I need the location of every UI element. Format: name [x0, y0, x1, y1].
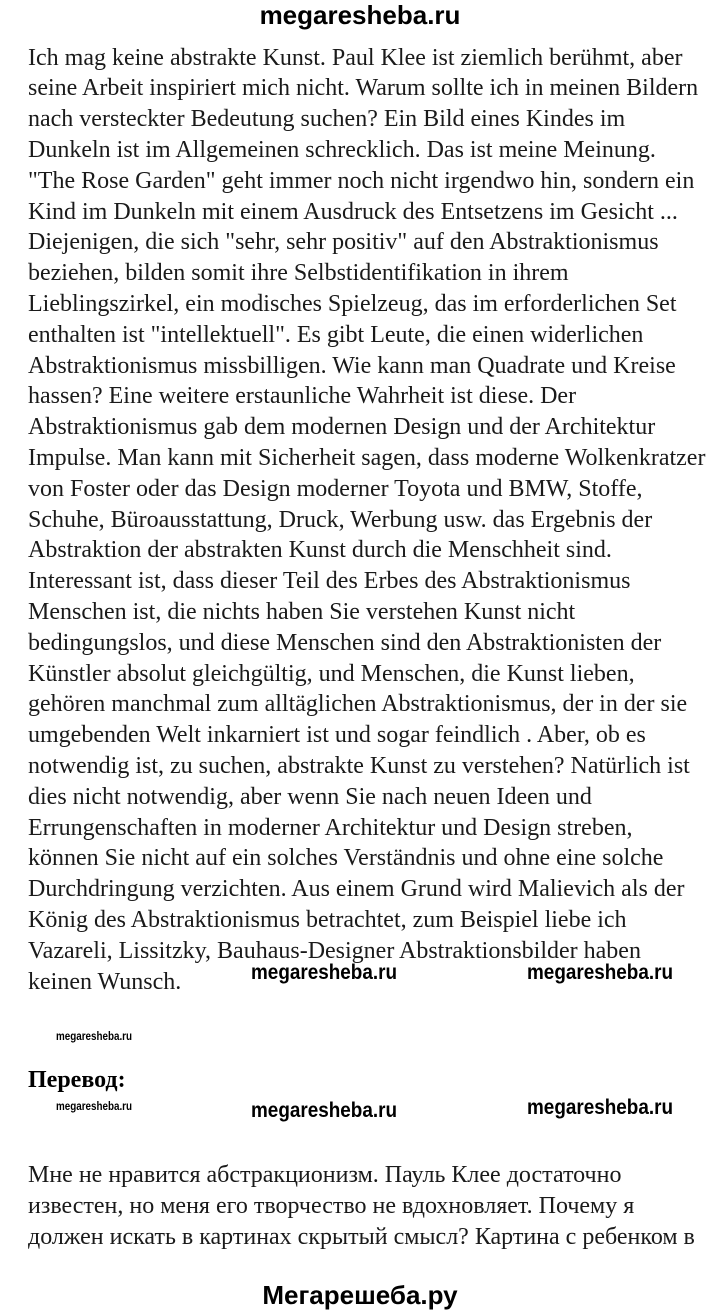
text-line: hassen? Eine weitere erstaunliche Wahrheit ist diese. Der	[28, 383, 577, 410]
text-line: Vazareli, Lissitzky, Bauhaus-Designer Abstraktionsbilder haben	[28, 937, 641, 964]
german-text	[28, 43, 705, 998]
text-line: Dunkeln ist im Allgemeinen schrecklich. Das ist meine Meinung.	[28, 136, 656, 163]
text-line: должен искать в картинах скрытый смысл? Картина с ребенком в	[28, 1223, 695, 1250]
text-line: Kind im Dunkeln mit einem Ausdruck des Entsetzens im Gesicht ...	[28, 198, 678, 225]
russian-translation-text	[28, 1160, 695, 1252]
text-line: Interessant ist, dass dieser Teil des Erbes des Abstraktionismus	[28, 568, 631, 595]
text-line: Ich mag keine abstrakte Kunst. Paul Klee ist ziemlich berühmt, aber	[28, 44, 683, 71]
watermark: megaresheba.ru	[56, 1099, 133, 1113]
text-line: von Foster oder das Design moderner Toyota und BMW, Stoffe,	[28, 475, 643, 502]
site-header-logo: megaresheba.ru	[259, 0, 461, 30]
text-line: notwendig ist, zu suchen, abstrakte Kunst zu verstehen? Natürlich ist	[28, 752, 690, 779]
text-line: известен, но меня его творчество не вдохновляет. Почему я	[28, 1192, 635, 1219]
watermark: megaresheba.ru	[251, 961, 398, 984]
text-line: beziehen, bilden somit ihre Selbstidentifikation in ihrem	[28, 260, 569, 287]
text-line: Abstraktionismus gab dem modernen Design und der Architektur	[28, 414, 656, 441]
text-line: können Sie nicht auf ein solches Verständnis und ohne eine solche	[28, 845, 664, 872]
site-footer-logo: Мегарешеба.ру	[262, 1280, 458, 1310]
text-line: Künstler absolut gleichgültig, und Menschen, die Kunst lieben,	[28, 660, 635, 687]
text-line: Мне не нравится абстракционизм. Пауль Клее достаточно	[28, 1162, 622, 1188]
watermark: megaresheba.ru	[56, 1029, 133, 1043]
text-line: Errungenschaften in moderner Architektur und Design streben,	[28, 814, 633, 841]
text-line: bedingungslos, und diese Menschen sind den Abstraktionisten der	[28, 629, 662, 656]
text-line: Schuhe, Büroausstattung, Druck, Werbung usw. das Ergebnis der	[28, 506, 653, 533]
watermark: megaresheba.ru	[527, 961, 674, 984]
text-line: seine Arbeit inspiriert mich nicht. Warum sollte ich in meinen Bildern	[28, 75, 699, 102]
text-line: Durchdringung verzichten. Aus einem Grund wird Malievich als der	[28, 876, 685, 903]
text-line: Menschen ist, die nichts haben Sie verstehen Kunst nicht	[28, 598, 576, 625]
text-line: Diejenigen, die sich "sehr, sehr positiv" auf den Abstraktionismus	[28, 229, 659, 256]
text-line: gehören manchmal zum alltäglichen Abstraktionismus, der in der sie	[28, 691, 688, 718]
translation-heading: Перевод:	[28, 1067, 126, 1093]
text-line: Abstraktion der abstrakten Kunst durch die Menschheit sind.	[28, 537, 612, 564]
text-line: keinen Wunsch.	[28, 968, 182, 995]
text-line: Impulse. Man kann mit Sicherheit sagen, dass moderne Wolkenkratzer	[28, 444, 706, 471]
text-line: König des Abstraktionismus betrachtet, zum Beispiel liebe ich	[28, 906, 627, 933]
watermark: megaresheba.ru	[527, 1096, 674, 1119]
text-line: umgebenden Welt inkarniert ist und sogar feindlich . Aber, ob es	[28, 722, 646, 749]
text-line: enthalten ist "intellektuell". Es gibt Leute, die einen widerlichen	[28, 321, 644, 348]
text-line: dies nicht notwendig, aber wenn Sie nach neuen Ideen und	[28, 783, 592, 810]
watermark: megaresheba.ru	[251, 1099, 398, 1122]
text-line: Abstraktionismus missbilligen. Wie kann man Quadrate und Kreise	[28, 352, 676, 379]
text-line: nach versteckter Bedeutung suchen? Ein Bild eines Kindes im	[28, 106, 626, 133]
text-line: "The Rose Garden" geht immer noch nicht irgendwo hin, sondern ein	[28, 167, 695, 194]
text-line: Lieblingszirkel, ein modisches Spielzeug, das im erforderlichen Set	[28, 290, 677, 317]
